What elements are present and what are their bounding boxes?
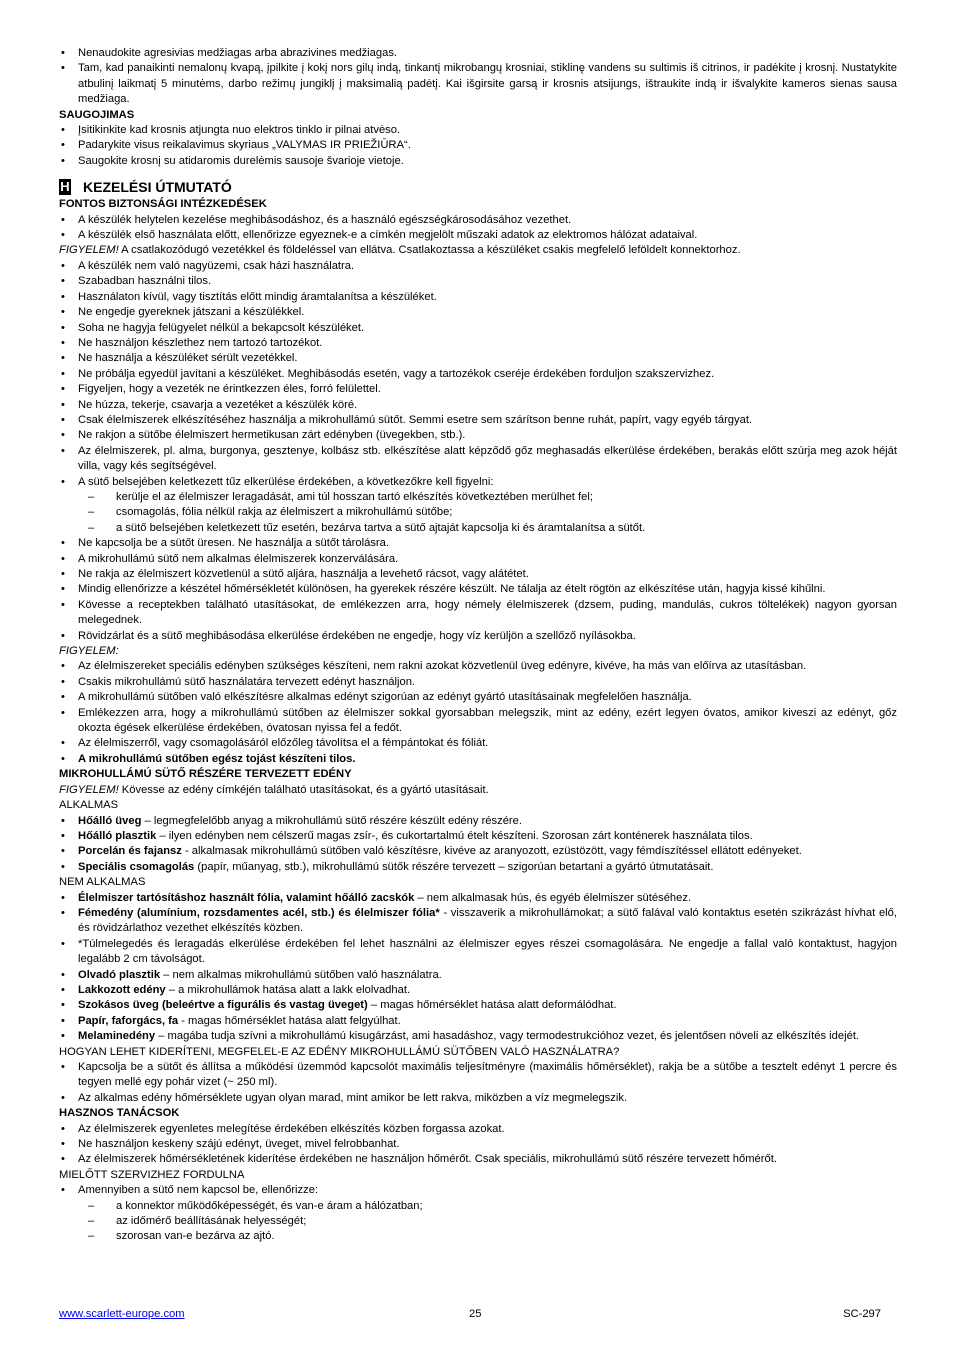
list-item bbox=[59, 968, 897, 983]
list-item: • Az alkalmas edény hőmérséklete ugyan olyan marad, mint amikor be lett rakva, miközben a víz megmelegszik. bbox=[59, 1091, 897, 1106]
list-item: • Kövesse a receptekben található utasításokat, de emlékezzen arra, hogy némely élelmiszerek (dzsem, puding, mandulás, cukros töltelékek) nagyon gyorsan melegednek. bbox=[59, 598, 897, 629]
list-item: • Ne rakjon a sütőbe élelmiszert hermetikusan zárt edényben (üvegekben, stb.). bbox=[59, 428, 897, 443]
safety-heading: FONTOS BIZTONSÁGI INTÉZKEDÉSEK bbox=[59, 198, 267, 211]
list-item: • Saugokite krosnį su atidaromis durelėmis sausoje švarioje vietoje. bbox=[59, 154, 897, 169]
list-item: • Mindig ellenőrizze a készétel hőmérsékletét különösen, ha gyerekek részére készült. Ne tálalja az ételt rögtön az elkészítése után, hagyja kissé kihűlni. bbox=[59, 582, 897, 597]
item-term: Papír, faforgács, fa bbox=[78, 1014, 179, 1027]
list-item: • Csak élelmiszerek elkészítéséhez használja a mikrohullámú sütőt. Semmi esetre sem szárítson benne ruhát, papírt, vagy egyéb tárgyat. bbox=[59, 413, 897, 428]
safety-note-text: A csatlakozódugó vezetékkel és földeléssel van ellátva. Csatlakoztassa a készüléket csakis megfelelő leföldelt konnektorhoz. bbox=[118, 244, 741, 257]
section-letter-badge: H bbox=[60, 179, 70, 195]
safety-list-3 bbox=[59, 536, 897, 644]
list-item: • Ne használja a készüléket sérült vezetékkel. bbox=[59, 351, 897, 366]
list-item bbox=[59, 844, 897, 859]
safety-note bbox=[59, 243, 897, 258]
list-item: • Ne engedje gyereknek játszani a készülékkel. bbox=[59, 305, 897, 320]
list-item: • Az élelmiszereket speciális edényben szükséges készíteni, nem rakni azokat közvetlenül üveg edényre, kivéve, ha más van előírva az utasításban. bbox=[59, 659, 897, 674]
list-item: • A mikrohullámú sütő nem alkalmas élelmiszerek konzerválására. bbox=[59, 552, 897, 567]
list-item: • Használaton kívül, vagy tisztítás előtt mindig áramtalanítsa a készüléket. bbox=[59, 290, 897, 305]
item-term: Lakkozott edény bbox=[78, 983, 166, 996]
list-item: • Ne használjon keskeny szájú edényt, üveget, mivel felrobbanhat. bbox=[59, 1137, 897, 1152]
safety-list-4 bbox=[59, 659, 897, 751]
safety-note-label: FIGYELEM! bbox=[59, 244, 119, 257]
item-text: – magas hőmérséklet hatása alatt deformálódhat. bbox=[367, 999, 617, 1012]
item-term: Porcelán és fajansz bbox=[78, 845, 182, 858]
item-text: – legmegfelelőbb anyag a mikrohullámú sütő részére készült edény részére. bbox=[141, 814, 522, 827]
item-text: – nem alkalmas mikrohullámú sütőben való használatra. bbox=[160, 968, 442, 981]
item-text: – a mikrohullámok hatása alatt a lakk elolvadhat. bbox=[165, 983, 411, 996]
cookware-heading: MIKROHULLÁMÚ SÜTŐ RÉSZÉRE TERVEZETT EDÉNY bbox=[59, 768, 352, 781]
item-term: Olvadó plasztik bbox=[78, 968, 161, 981]
list-item: • Ne használjon készlethez nem tartozó tartozékot. bbox=[59, 336, 897, 351]
list-item: • Amennyiben a sütő nem kapcsol be, ellenőrizze: bbox=[59, 1183, 897, 1198]
list-item: • Ne próbálja egyedül javítani a készüléket. Meghibásodás esetén, vagy a tartozékok cseréje érdekében forduljon szakszervizhez. bbox=[59, 367, 897, 382]
item-text: - magas hőmérséklet hatása alatt felgyúlhat. bbox=[178, 1014, 401, 1027]
safety-note-2-label: FIGYELEM: bbox=[59, 645, 119, 658]
list-item: • Rövidzárlat és a sütő meghibásodása elkerülése érdekében ne engedje, hogy víz kerüljön a szellőző nyílásokba. bbox=[59, 629, 897, 644]
list-item: • Tam, kad panaikinti nemalonų kvapą, įpilkite į kokį nors gilų indą, tinkantį mikrobangų krosniai, stiklinę vandens su sultimis iš citrinos, ir padėkite į krosnį. Nustatykite atbulinį laikmatį 5 minutėms, darbo režimų jungiklį į maksimalią padėtį. Kai išgirsite garsą ir krosnis atsijungs, ištraukite indą ir išvalykite kameros sienas sausa medžiaga. bbox=[59, 61, 897, 107]
test-list bbox=[59, 1060, 897, 1106]
list-item: • A készülék nem való nagyüzemi, csak házi használatra. bbox=[59, 259, 897, 274]
list-item: • A készülék első használata előtt, ellenőrizze egyeznek-e a címkén megjelölt műszaki adatok az elektromos hálózat adataival. bbox=[59, 228, 897, 243]
item-term: Szokásos üveg (beleértve a figurális és vastag üveget) bbox=[78, 999, 368, 1012]
list-item: • Padarykite visus reikalavimus skyriaus „VALYMAS IR PRIEŽIŪRA“. bbox=[59, 138, 897, 153]
section-heading bbox=[59, 178, 897, 196]
item-term: Hőálló plasztik bbox=[78, 829, 157, 842]
list-item bbox=[59, 998, 897, 1013]
list-item bbox=[59, 983, 897, 998]
model-number: SC-297 bbox=[843, 1308, 881, 1320]
list-item: • A mikrohullámú sütőben való elkészítésre alkalmas edényt szigorúan az edényt gyártó utasításainak megfelelően használja. bbox=[59, 690, 897, 705]
service-dash-list bbox=[59, 1199, 897, 1245]
top-list bbox=[59, 46, 897, 108]
page-number: 25 bbox=[469, 1308, 482, 1320]
item-text: (papír, műanyag, stb.), mikrohullámú sütők részére tervezett – szigorúan betartani a gyártó útmutatásait. bbox=[194, 860, 714, 873]
item-term: Speciális csomagolás bbox=[78, 860, 195, 873]
service-heading: MIELŐTT SZERVIZHEZ FORDULNA bbox=[59, 1168, 245, 1181]
item-term: Élelmiszer tartósításhoz használt fólia, valamint hőálló zacskók bbox=[78, 891, 415, 904]
list-item bbox=[59, 891, 897, 906]
cookware-note-label: FIGYELEM! bbox=[59, 783, 119, 796]
list-item bbox=[59, 814, 897, 829]
saugojimas-heading: SAUGOJIMAS bbox=[59, 108, 135, 121]
item-text: - alkalmasak mikrohullámú sütőben való készítésre, kivéve az aranyozott, ezüstözött, vagy fémdíszítéssel ellátott edényeket. bbox=[181, 845, 802, 858]
list-item bbox=[59, 1014, 897, 1029]
safety-list-2 bbox=[59, 259, 897, 490]
list-item: • A készülék helytelen kezelése meghibásodáshoz, és a használó egészségkárosodásához vezethet. bbox=[59, 213, 897, 228]
dash-item: – csomagolás, fólia nélkül rakja az élelmiszert a mikrohullámú sütőbe; bbox=[59, 505, 897, 520]
list-item bbox=[59, 829, 897, 844]
item-term: Melaminedény bbox=[78, 1030, 156, 1043]
list-item bbox=[59, 860, 897, 875]
item-text: – ilyen edényben nem célszerű magas zsír-, és cukortartalmú ételt készíteni. Szorosan zárt konténerek használata tilos. bbox=[156, 829, 753, 842]
tips-list bbox=[59, 1122, 897, 1168]
dash-item: – szorosan van-e bezárva az ajtó. bbox=[59, 1229, 897, 1244]
document-body bbox=[59, 46, 897, 1245]
list-item: • Az élelmiszerek, pl. alma, burgonya, gesztenye, kolbász stb. elkészítése alatt képződő gőz meghasadás elkerülése érdekében, berakás előtt szúrja meg azok héját villa, vagy kés segítségével. bbox=[59, 444, 897, 475]
list-item: • Az élelmiszerek egyenletes melegítése érdekében elkészítés közben forgassa azokat. bbox=[59, 1122, 897, 1137]
item-term: Hőálló üveg bbox=[78, 814, 142, 827]
section-title: KEZELÉSI ÚTMUTATÓ bbox=[83, 179, 232, 196]
list-item: • Figyeljen, hogy a vezeték ne érintkezzen éles, forró felülettel. bbox=[59, 382, 897, 397]
cookware-note-text: Kövesse az edény címkéjén található utasításokat, és a gyártó utasításait. bbox=[118, 783, 489, 796]
tips-heading: HASZNOS TANÁCSOK bbox=[59, 1107, 180, 1120]
list-item bbox=[59, 937, 897, 968]
dash-item: – kerülje el az élelmiszer leragadását, ami túl hosszan tartó elkészítés következtében merülhet fel; bbox=[59, 490, 897, 505]
dash-item: – a sütő belsejében keletkezett tűz esetén, bezárva tartva a sütő ajtaját kapcsolja ki és áramtalanítsa a sütőt. bbox=[59, 521, 897, 536]
cookware-note bbox=[59, 783, 897, 798]
item-text: – nem alkalmasak hús, és egyéb élelmiszer sütéséhez. bbox=[414, 891, 692, 904]
list-item: • Ne rakja az élelmiszert közvetlenül a sütő aljára, használja a levehető rácsot, vagy alátétet. bbox=[59, 567, 897, 582]
test-label: HOGYAN LEHET KIDERÍTENI, MEGFELEL-E AZ EDÉNY MIKROHULLÁMÚ SÜTŐBEN VALÓ HASZNÁLATRA? bbox=[59, 1045, 620, 1058]
item-term: Fémedény (alumínium, rozsdamentes acél, stb.) és élelmiszer fólia* bbox=[78, 906, 440, 919]
dash-item: – az időmérő beállításának helyességét; bbox=[59, 1214, 897, 1229]
list-item: • Az élelmiszerek hőmérsékletének kiderítése érdekében ne használjon hőmérőt. Csak speciális, mikrohullámú sütő részére tervezett hőmérőt. bbox=[59, 1152, 897, 1167]
list-item: • A sütő belsejében keletkezett tűz elkerülése érdekében, a következőkre kell figyelni: bbox=[59, 475, 897, 490]
safety-note-2 bbox=[59, 644, 897, 659]
list-item bbox=[59, 752, 897, 767]
list-item bbox=[59, 1029, 897, 1044]
item-text: – magába tudja szívni a mikrohullámú kisugárzást, ami hasadáshoz, vagy termodestrukcióhoz vezet, és jelentősen növeli az elkészítés idejét. bbox=[155, 1030, 860, 1043]
list-item: • Az élelmiszerről, vagy csomagolásáról előzőleg távolítsa el a fémpántokat és fóliát. bbox=[59, 736, 897, 751]
list-item: • Ne kapcsolja be a sütőt üresen. Ne használja a sütőt tárolásra. bbox=[59, 536, 897, 551]
item-text: - visszaverik a mikrohullámokat; a sütő falával való kontaktus esetén szikrázást hívhat elő, és rövidzárlathoz vezethet elkészítés közben. bbox=[78, 906, 897, 935]
safety-list-1 bbox=[59, 213, 897, 244]
website-link[interactable]: www.scarlett-europe.com bbox=[59, 1308, 185, 1320]
list-item: • Emlékezzen arra, hogy a mikrohullámú sütőben az élelmiszer sokkal gyorsabban melegszik, mint az edény, ezért legyen óvatos, amikor kiveszi az edényt, gőz okozta égések elkerülése érdekében, óvatosan nyissa fel a fedőt. bbox=[59, 706, 897, 737]
list-item bbox=[59, 906, 897, 937]
saugojimas-list bbox=[59, 123, 897, 169]
list-item: • Szabadban használni tilos. bbox=[59, 274, 897, 289]
unsuitable-list bbox=[59, 891, 897, 1045]
suitable-label: ALKALMAS bbox=[59, 799, 119, 812]
list-item: • Kapcsolja be a sütőt és állítsa a működési üzemmód kapcsolót maximális teljesítményre (maximális hőmérséklet), rakja be a sütőbe a tesztelt edényt 1 percre és tegyen mellé egy pohár vizet (~ 250 ml). bbox=[59, 1060, 897, 1091]
suitable-list bbox=[59, 814, 897, 876]
item-text: *Túlmelegedés és leragadás elkerülése érdekében fel lehet használni az élelmiszer egyes részei csomagolására. Ne engedje a fallal való kontaktust, hagyjon legalább 2 cm távolságot. bbox=[78, 937, 897, 966]
list-item: • Ne húzza, tekerje, csavarja a vezetéket a készülék köré. bbox=[59, 398, 897, 413]
list-item: • Soha ne hagyja felügyelet nélkül a bekapcsolt készüléket. bbox=[59, 321, 897, 336]
list-item: • Įsitikinkite kad krosnis atjungta nuo elektros tinklo ir pilnai atvėso. bbox=[59, 123, 897, 138]
list-item: • Csakis mikrohullámú sütő használatára tervezett edényt használjon. bbox=[59, 675, 897, 690]
dash-item: – a konnektor működőképességét, és van-e áram a hálózatban; bbox=[59, 1199, 897, 1214]
safety-dash-list bbox=[59, 490, 897, 536]
unsuitable-label: NEM ALKALMAS bbox=[59, 876, 146, 889]
list-item: • Nenaudokite agresivias medžiagas arba abrazivines medžiagas. bbox=[59, 46, 897, 61]
bold-warning: A mikrohullámú sütőben egész tojást készíteni tilos. bbox=[78, 752, 356, 765]
